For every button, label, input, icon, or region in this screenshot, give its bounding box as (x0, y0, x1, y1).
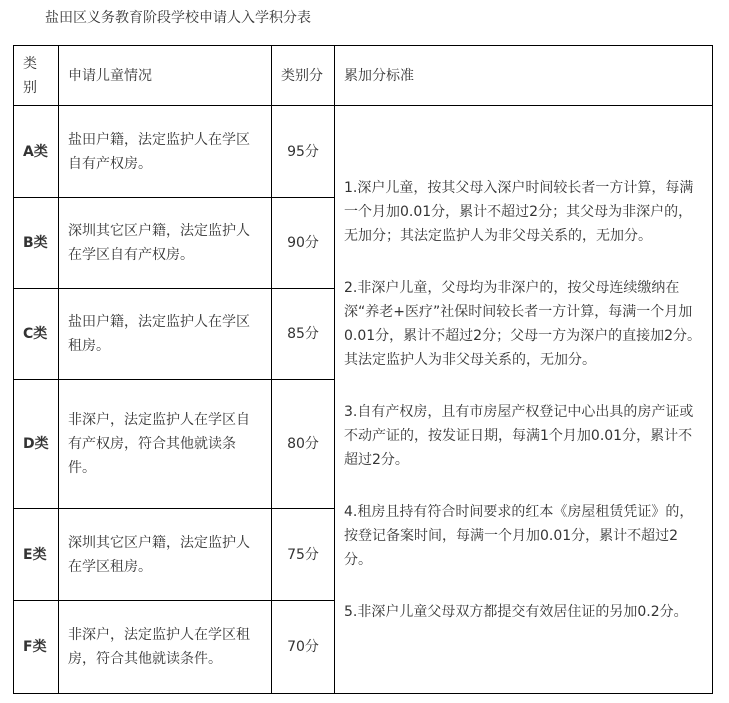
bonus-standard-item: 5.非深户儿童父母双方都提交有效居住证的另加0.2分。 (344, 603, 688, 620)
row-score: 95分 (272, 106, 335, 198)
row-category: F类 (14, 601, 59, 694)
row-situation: 深圳其它区户籍，法定监护人在学区自有产权房。 (59, 198, 272, 289)
row-situation: 深圳其它区户籍，法定监护人在学区租房。 (59, 509, 272, 601)
row-situation: 非深户，法定监护人在学区租房，符合其他就读条件。 (59, 601, 272, 694)
row-situation: 盐田户籍，法定监护人在学区租房。 (59, 289, 272, 380)
header-category-score: 类别分 (272, 46, 335, 106)
row-score: 75分 (272, 509, 335, 601)
bonus-standard-item: 1.深户儿童，按其父母入深户时间较长者一方计算，每满一个月加0.01分，累计不超过2分；其父母为非深户的，无加分；其法定监护人为非父母关系的，无加分。 (344, 179, 694, 244)
row-situation: 非深户，法定监护人在学区自有产权房，符合其他就读条件。 (59, 380, 272, 509)
header-situation: 申请儿童情况 (59, 46, 272, 106)
row-score: 85分 (272, 289, 335, 380)
bonus-standard-item: 4.租房且持有符合时间要求的红本《房屋租赁凭证》的，按登记备案时间，每满一个月加0.01分，累计不超过2分。 (344, 503, 694, 568)
row-category: D类 (14, 380, 59, 509)
row-category: C类 (14, 289, 59, 380)
row-category: E类 (14, 509, 59, 601)
page-title: 盐田区义务教育阶段学校申请人入学积分表 (45, 10, 311, 26)
row-score: 70分 (272, 601, 335, 694)
bonus-standard-cell (335, 106, 713, 694)
bonus-standard-item: 3.自有产权房，且有市房屋产权登记中心出具的房产证或不动产证的，按发证日期，每满1个月加0.01分，累计不超过2分。 (344, 403, 694, 468)
header-category: 类别 (14, 46, 59, 106)
bonus-standard-item: 2.非深户儿童，父母均为非深户的，按父母连续缴纳在深“养老+医疗”社保时间较长者一方计算，每满一个月加0.01分，累计不超过2分；父母一方为深户的直接加2分。其法定监护人为非父母关系的，无加分。 (344, 279, 701, 368)
row-situation: 盐田户籍，法定监护人在学区自有产权房。 (59, 106, 272, 198)
row-category: A类 (14, 106, 59, 198)
header-bonus-standard: 累加分标准 (335, 46, 713, 106)
score-table (13, 45, 713, 694)
table-header-row (14, 46, 713, 106)
row-score: 90分 (272, 198, 335, 289)
row-category: B类 (14, 198, 59, 289)
row-score: 80分 (272, 380, 335, 509)
table-row (14, 106, 713, 198)
